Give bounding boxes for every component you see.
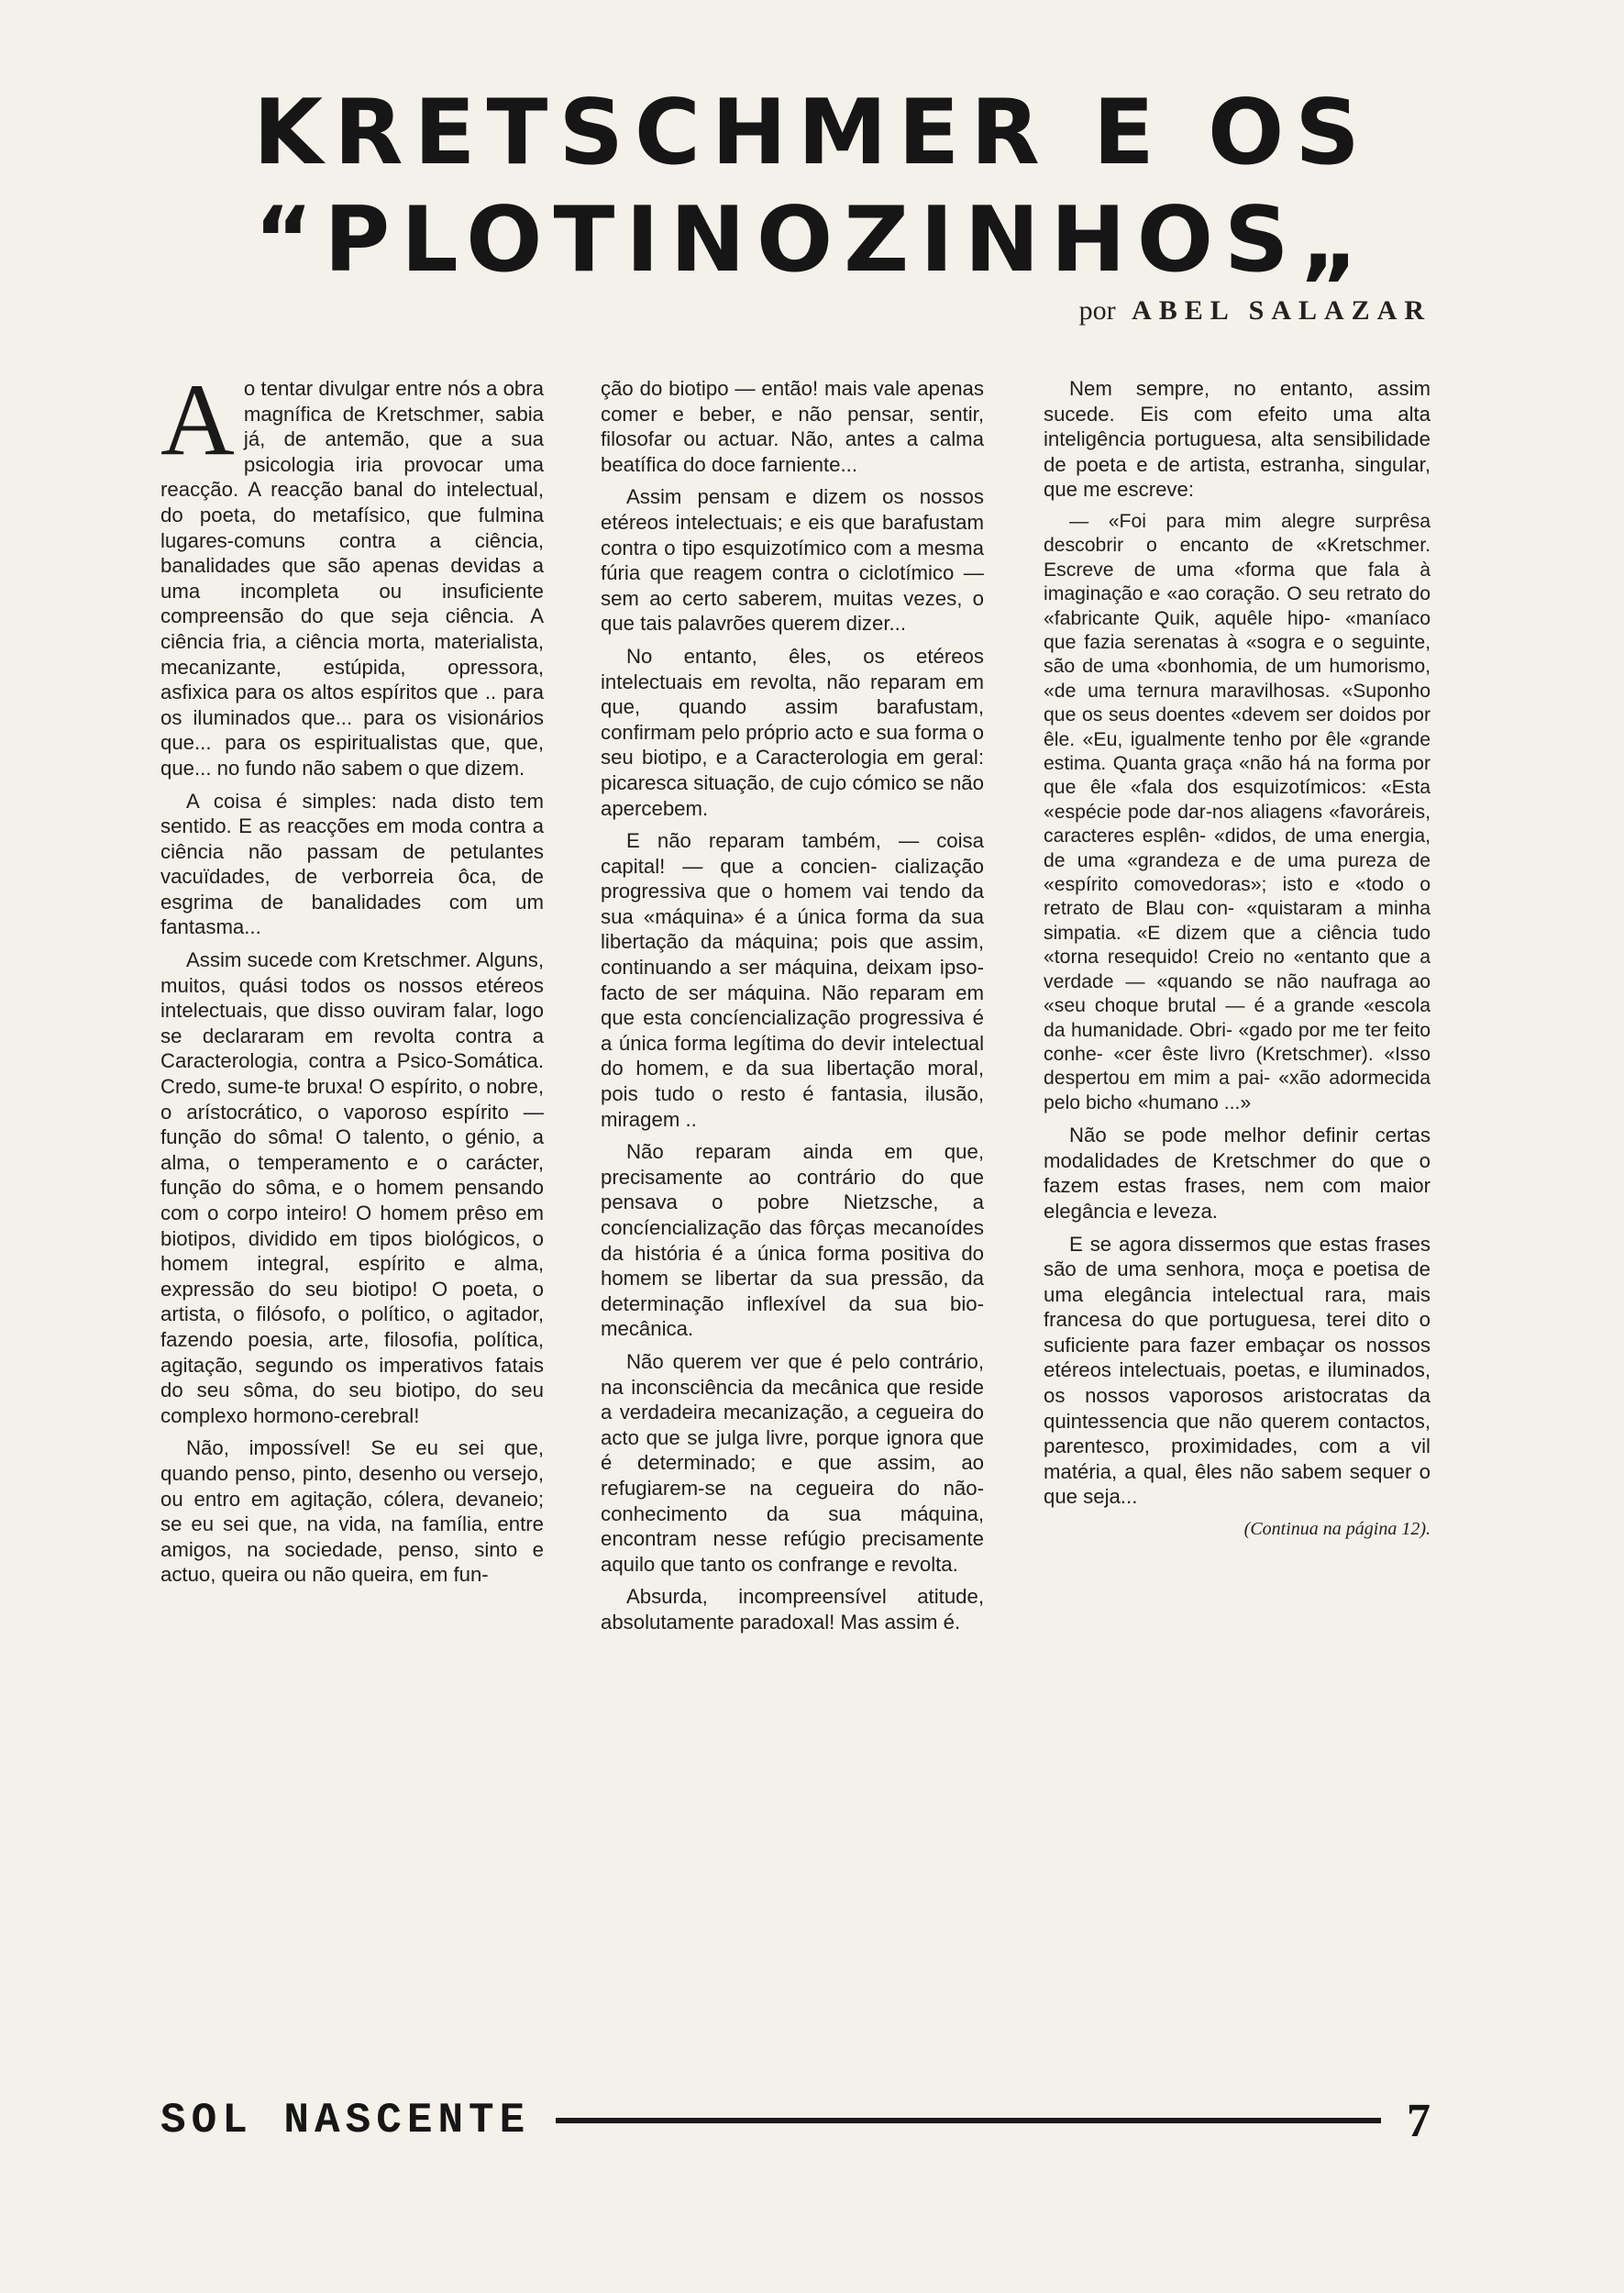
quoted-letter: — «Foi para mim alegre surprêsa descobrir o encanto de «Kretschmer. Escreve de uma «forma que fala à imaginação e «ao coração. O seu retrato do «fabricante Quik, aquêle hipo- «maníaco que fazia serenatas à «sogra e o seguinte, são de uma «bonhomia, de um humorismo, «de uma ternura maravilhosas. «Suponho que os seus doentes «devem ser doidos por êle. «Eu, igualmente tenho por êle «grande estima. Quanta graça «não há na forma por que êle «fala dos esquizotímicos: «Esta «espécie pode dar-nos aliagens «favoráreis, caracteres esplên- «didos, de uma energia, de uma «grandeza e de uma pureza de «espírito comovedoras»; isto e «todo o retrato de Blau con- «quistaram a minha simpatia. «E dizem que a ciência tudo «torna resequido! Creio no «entanto que a verdade — «quando se não naufraga ao «seu choque brutal — é a grande «escola da humanidade. Obri- «gado por me ter feito conhe- «cer êste livro (Kretschmer). «Isso despertou em mim a pai- «xão adormecida pelo bicho «humano ...» [1044,510,1431,1113]
page-footer [160,2093,1431,2148]
drop-cap: A [160,363,235,477]
paragraph: E se agora dissermos que estas frases são de uma senhora, moça e poetisa de uma elegância intelectual rara, mais francesa do que portuguesa, terei dito o suficiente para fazer embaçar os nossos etéreos intelectuais, poetas, e iluminados, os nossos vaporosos aristocratas da quintessencia que não querem contactos, parentesco, proximidades, com a vil matéria, a qual, êles não sabem sequer o que seja... [1044,1232,1431,1509]
article-title-line-1: KRETSCHMER E OS [253,81,1371,185]
paragraph: Não, impossível! Se eu sei que, quando penso, pinto, desenho ou versejo, ou entro em agitação, cólera, devaneio; se eu sei que, na vida, na família, entre amigos, na sociedade, penso, sinto e actuo, queira ou não queira, em fun- [160,1436,544,1587]
byline-author: ABEL SALAZAR [1132,295,1431,326]
paragraph: Não se pode melhor definir certas modalidades de Kretschmer do que o fazem estas frases, nem com maior elegância e leveza. [1044,1124,1431,1223]
paragraph: Não querem ver que é pelo contrário, na inconsciência da mecânica que reside a verdadeira mecanização, a cegueira do acto que se julga livre, porque ignora que é determinado; e que assim, ao refugiarem-se na cegueira do não-conhecimento da sua máquina, encontram nesse refúgio precisamente aquilo que tanto os confrange e revolta. [601,1349,984,1576]
paragraph [160,363,544,781]
paragraph: A coisa é simples: nada disto tem sentido. E as reacções em moda contra a ciência não passam de petulantes vacuïdades, de verborreia ôca, de esgrima de banalidades com um fantasma... [160,789,544,939]
paragraph: E não reparam também, — coisa capital! — que a concien- cialização progressiva que o homem vai tendo da sua «máquina» é a única forma da sua libertação da máquina; pois que assim, continuando a ser máquina, deixam ipso-facto de ser máquina. Não reparam em que esta concíencialização progressiva é a única forma legítima do devir intelectual do homem, e da sua libertação moral, pois tudo o resto é fantasia, ilusão, miragem .. [601,829,984,1131]
paragraph: Nem sempre, no entanto, assim sucede. Eis com efeito uma alta inteligência portuguesa, alta sensibilidade de poeta e de artista, estranha, singular, que me escreve: [1044,377,1431,502]
publication-name: SOL NASCENTE [160,2097,531,2144]
paragraph: Assim pensam e dizem os nossos etéreos intelectuais; e eis que barafustam contra o tipo esquizotímico com a mesma fúria que reagem contra o ciclotímico — sem ao certo saberem, muitas vezes, o que tais palavrões querem dizer... [601,485,984,636]
footer-rule [556,2118,1381,2123]
paragraph: Assim sucede com Kretschmer. Alguns, muitos, quási todos os nossos etéreos intelectuais, que disso ouviram falar, logo se declararam em revolta contra a Caracterologia, contra a Psico-Somática. Credo, sume-te bruxa! O espírito, o nobre, o arístocrático, o vaporoso espírito — função do sôma! O talento, o génio, a alma, o temperamento e o carácter, função do sôma, e o homem pensando com o corpo inteiro! O homem prêso em biotipos, dividido em tipos biológicos, o homem integral, espírito e alma, expressão do seu biotipo! O poeta, o artista, o filósofo, o político, o agitador, fazendo poesia, arte, filosofia, política, agitação, segundo os imperativos fatais do seu sôma, do seu biotipo, do seu complexo hormono-cerebral! [160,948,544,1427]
text-column-1 [160,363,544,1588]
article-title-line-2: “PLOTINOZINHOS„ [254,188,1370,293]
byline [1079,295,1431,327]
page-number: 7 [1407,2094,1431,2147]
byline-prefix: por [1078,295,1116,326]
paragraph: Não reparam ainda em que, precisamente ao contrário do que pensava o pobre Nietzsche, a concíencialização das fôrças mecanoídes da história é a única forma positiva do homem se libertar da sua pressão, da determinação inflexível da sua bio-mecânica. [601,1140,984,1341]
paragraph: No entanto, êles, os etéreos intelectuais em revolta, não reparam em que, quando assim barafustam, confirmam pelo próprio acto e sua forma o seu biotipo, e a Caracterologia em geral: picaresca situação, de cujo cómico se não apercebem. [601,644,984,820]
paragraph: Absurda, incompreensível atitude, absolutamente paradoxal! Mas assim é. [601,1585,984,1634]
text-column-2 [601,376,984,1635]
continuation-note: (Continua na página 12). [1243,1519,1431,1540]
text-column-3 [1044,376,1431,1543]
paragraph: ção do biotipo — então! mais vale apenas comer e beber, e não pensar, sentir, filosofar ou actuar. Não, antes a calma beatífica do doce farniente... [601,377,984,476]
paragraph-text: o tentar divulgar entre nós a obra magnífica de Kretschmer, sabia já, de antemão, que a sua psicologia iria provocar uma reacção. A reacção banal do intelectual, do poeta, do metafísico, que fulmina lugares-comuns contra a ciência, banalidades que são apenas devidas a uma incompleta ou insuficiente compreensão do que seja ciência. A ciência fria, a ciência morta, materialista, mecanizante, estúpida, opressora, asfixica para os altos espíritos que .. para os iluminados que... para os visionários que... para os espiritualistas que, que, que... no fundo não sabem o que dizem. [160,377,544,780]
